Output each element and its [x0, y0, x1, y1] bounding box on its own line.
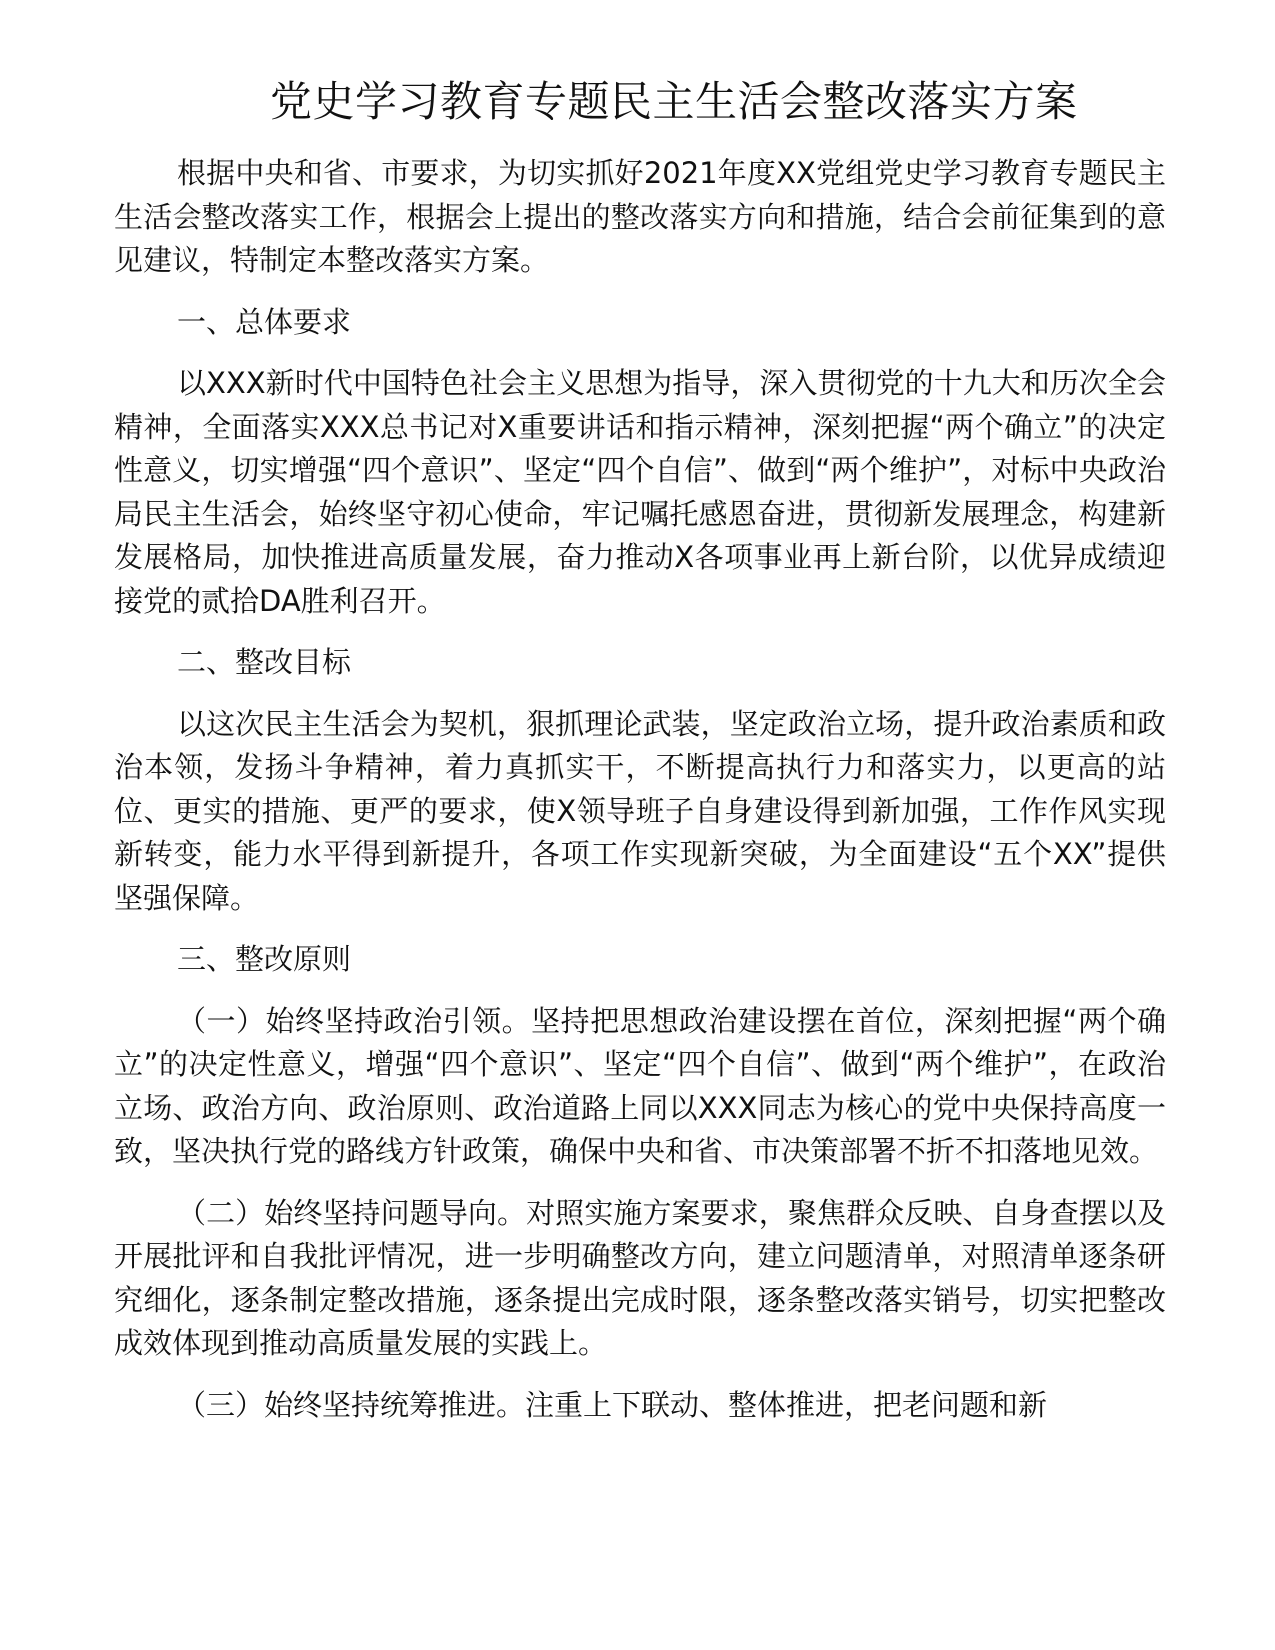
section-heading-rectification-goals: 二、整改目标: [177, 645, 352, 679]
section-heading-rectification-principles: 三、整改原则: [177, 942, 352, 976]
section-heading-general-requirements: 一、总体要求: [177, 304, 352, 339]
principle-item-2: （二）始终坚持问题导向。对照实施方案要求，聚焦群众反映、自身查摆以及开展批评和自我批评情况，进一步明确整改方向，建立问题清单，对照清单逐条研究细化，逐条制定整改措施，逐条提出完成时限，逐条整改落实销号，切实把整改成效体现到推动高质量发展的实践上。: [114, 1195, 1166, 1360]
rectification-goals-paragraph: 以这次民主生活会为契机，狠抓理论武装，坚定政治立场，提升政治素质和政治本领，发扬斗争精神，着力真抓实干，不断提高执行力和落实力，以更高的站位、更实的措施、更严的要求，使X领导班子自身建设得到新加强，工作作风实现新转变，能力水平得到新提升，各项工作实现新突破，为全面建设“五个XX”提供坚强保障。: [114, 706, 1166, 915]
document-title: 党史学习教育专题民主生活会整改落实方案: [270, 77, 1078, 126]
principle-item-3: （三）始终坚持统筹推进。注重上下联动、整体推进，把老问题和新: [177, 1387, 1048, 1422]
intro-paragraph: 根据中央和省、市要求，为切实抓好2021年度XX党组党史学习教育专题民主生活会整改落实工作，根据会上提出的整改落实方向和措施，结合会前征集到的意见建议，特制定本整改落实方案。: [114, 156, 1166, 277]
document-body: [114, 152, 1166, 1445]
principle-item-1: （一）始终坚持政治引领。坚持把思想政治建设摆在首位，深刻把握“两个确立”的决定性意义，增强“四个意识”、坚定“四个自信”、做到“两个维护”，在政治立场、政治方向、政治原则、政治道路上同以XXX同志为核心的党中央保持高度一致，坚决执行党的路线方针政策，确保中央和省、市决策部署不折不扣落地见效。: [114, 1003, 1166, 1168]
general-requirements-paragraph: 以XXX新时代中国特色社会主义思想为指导，深入贯彻党的十九大和历次全会精神，全面落实XXX总书记对X重要讲话和指示精神，深刻把握“两个确立”的决定性意义，切实增强“四个意识”、坚定“四个自信”、做到“两个维护”，对标中央政治局民主生活会，始终坚守初心使命，牢记嘱托感恩奋进，贯彻新发展理念，构建新发展格局，加快推进高质量发展，奋力推动X各项事业再上新台阶，以优异成绩迎接党的贰拾DA胜利召开。: [114, 366, 1166, 618]
